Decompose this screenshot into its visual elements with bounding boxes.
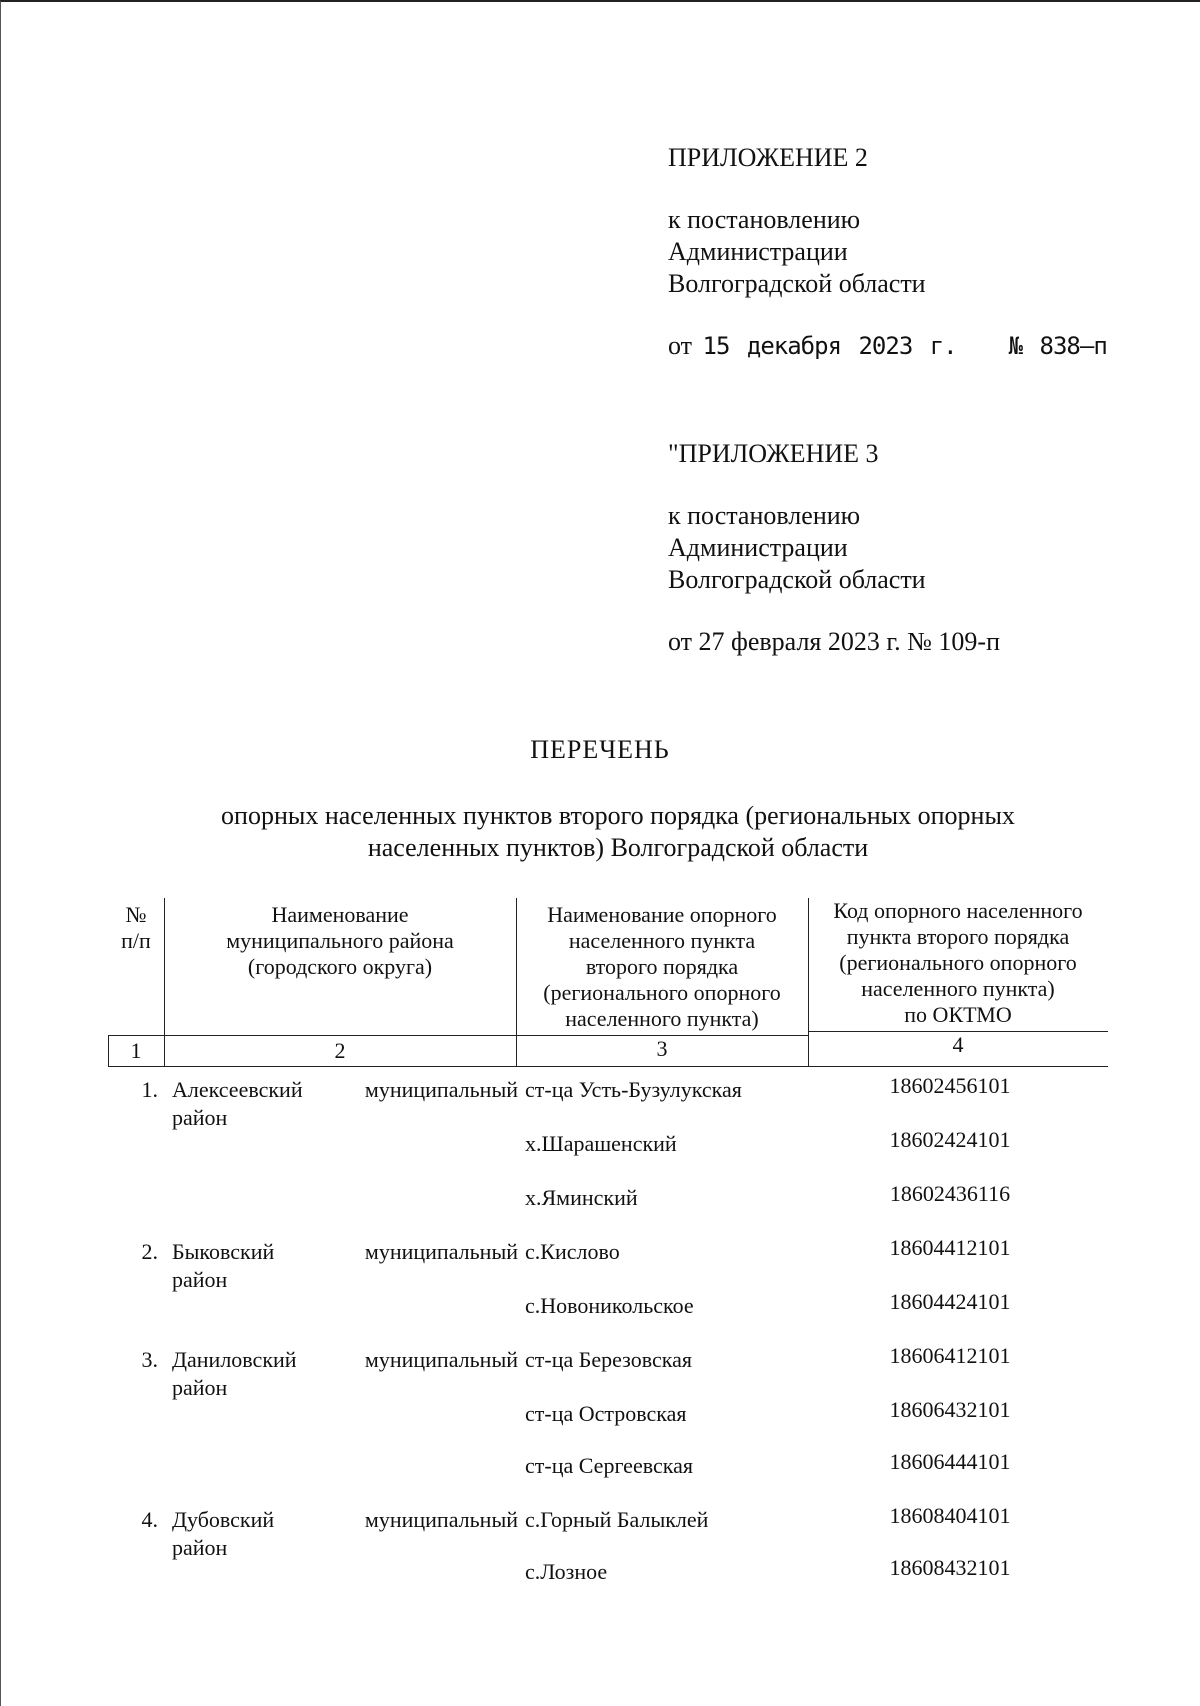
place-name: х.Яминский xyxy=(525,1185,638,1210)
document-subtitle xyxy=(160,800,1076,864)
place-name: ст-ца Усть-Бузулукская xyxy=(525,1077,742,1102)
oktmo-code: 18602456101 xyxy=(889,1073,1011,1098)
district-name: Алексеевский муниципальный район xyxy=(172,1077,518,1130)
annex2-block xyxy=(668,142,1107,362)
column-number-4: 4 xyxy=(952,1032,964,1057)
column-number-3: 3 xyxy=(656,1036,668,1061)
place-name: ст-ца Сергеевская xyxy=(525,1453,693,1478)
annex2-date-line xyxy=(668,330,1107,362)
annex2-number: № 838–п xyxy=(1008,332,1107,360)
oktmo-code: 18602424101 xyxy=(889,1127,1011,1152)
row-number: 4. xyxy=(141,1507,158,1532)
place-name: с.Горный Балыклей xyxy=(525,1507,709,1532)
place-name: с.Лозное xyxy=(525,1559,608,1584)
place-name: ст-ца Березовская xyxy=(525,1347,692,1372)
district-name: Дубовский муниципальный район xyxy=(172,1507,518,1560)
header-col-place: Наименование опорного населенного пункта второго порядка (регионального опорного населенного пункта) xyxy=(543,902,781,1031)
oktmo-code: 18606412101 xyxy=(889,1343,1011,1368)
annex3-line3: Волгоградской области xyxy=(668,565,926,594)
annex2-line1: к постановлению xyxy=(668,205,861,234)
annex3-line1: к постановлению xyxy=(668,501,861,530)
district-name: Даниловский муниципальный район xyxy=(172,1347,518,1400)
annex2-title: ПРИЛОЖЕНИЕ 2 xyxy=(668,143,868,172)
row-number: 1. xyxy=(141,1077,158,1102)
column-number-1: 1 xyxy=(130,1038,142,1063)
document-title: ПЕРЕЧЕНЬ xyxy=(530,735,670,764)
subtitle-line2: населенных пунктов) Волгоградской области xyxy=(367,833,869,862)
annex2-line3: Волгоградской области xyxy=(668,269,926,298)
oktmo-code: 18608432101 xyxy=(889,1555,1011,1580)
annex3-block xyxy=(668,438,1000,658)
subtitle-line1: опорных населенных пунктов второго порядка (региональных опорных xyxy=(221,801,1015,830)
annex3-line2: Администрации xyxy=(668,533,848,562)
oktmo-code: 18606444101 xyxy=(889,1449,1011,1474)
row-number: 2. xyxy=(141,1239,158,1264)
column-number-2: 2 xyxy=(334,1038,346,1063)
place-name: ст-ца Островская xyxy=(525,1401,687,1426)
annex2-line2: Администрации xyxy=(668,237,848,266)
oktmo-code: 18604412101 xyxy=(889,1235,1011,1260)
oktmo-code: 18606432101 xyxy=(889,1397,1011,1422)
header-col-code: Код опорного населенного пункта второго порядка (регионального опорного населенного пункта) по ОКТМО xyxy=(833,898,1083,1027)
annex3-title: "ПРИЛОЖЕНИЕ 3 xyxy=(668,439,879,468)
annex2-date: 15 декабря 2023 г. xyxy=(702,332,957,360)
oktmo-code: 18608404101 xyxy=(889,1503,1011,1528)
header-col-number: № п/п xyxy=(121,902,151,953)
oktmo-code: 18602436116 xyxy=(889,1181,1011,1206)
place-name: х.Шарашенский xyxy=(525,1131,677,1156)
row-number: 3. xyxy=(141,1347,158,1372)
place-name: с.Кислово xyxy=(525,1239,620,1264)
place-name: с.Новоникольское xyxy=(525,1293,694,1318)
annex3-date-line: от 27 февраля 2023 г. № 109-п xyxy=(668,627,1000,656)
oktmo-code: 18604424101 xyxy=(889,1289,1011,1314)
header-col-district: Наименование муниципального района (городского округа) xyxy=(226,902,454,979)
district-name: Быковский муниципальный район xyxy=(172,1239,518,1292)
annex2-date-prefix: от xyxy=(668,331,693,360)
